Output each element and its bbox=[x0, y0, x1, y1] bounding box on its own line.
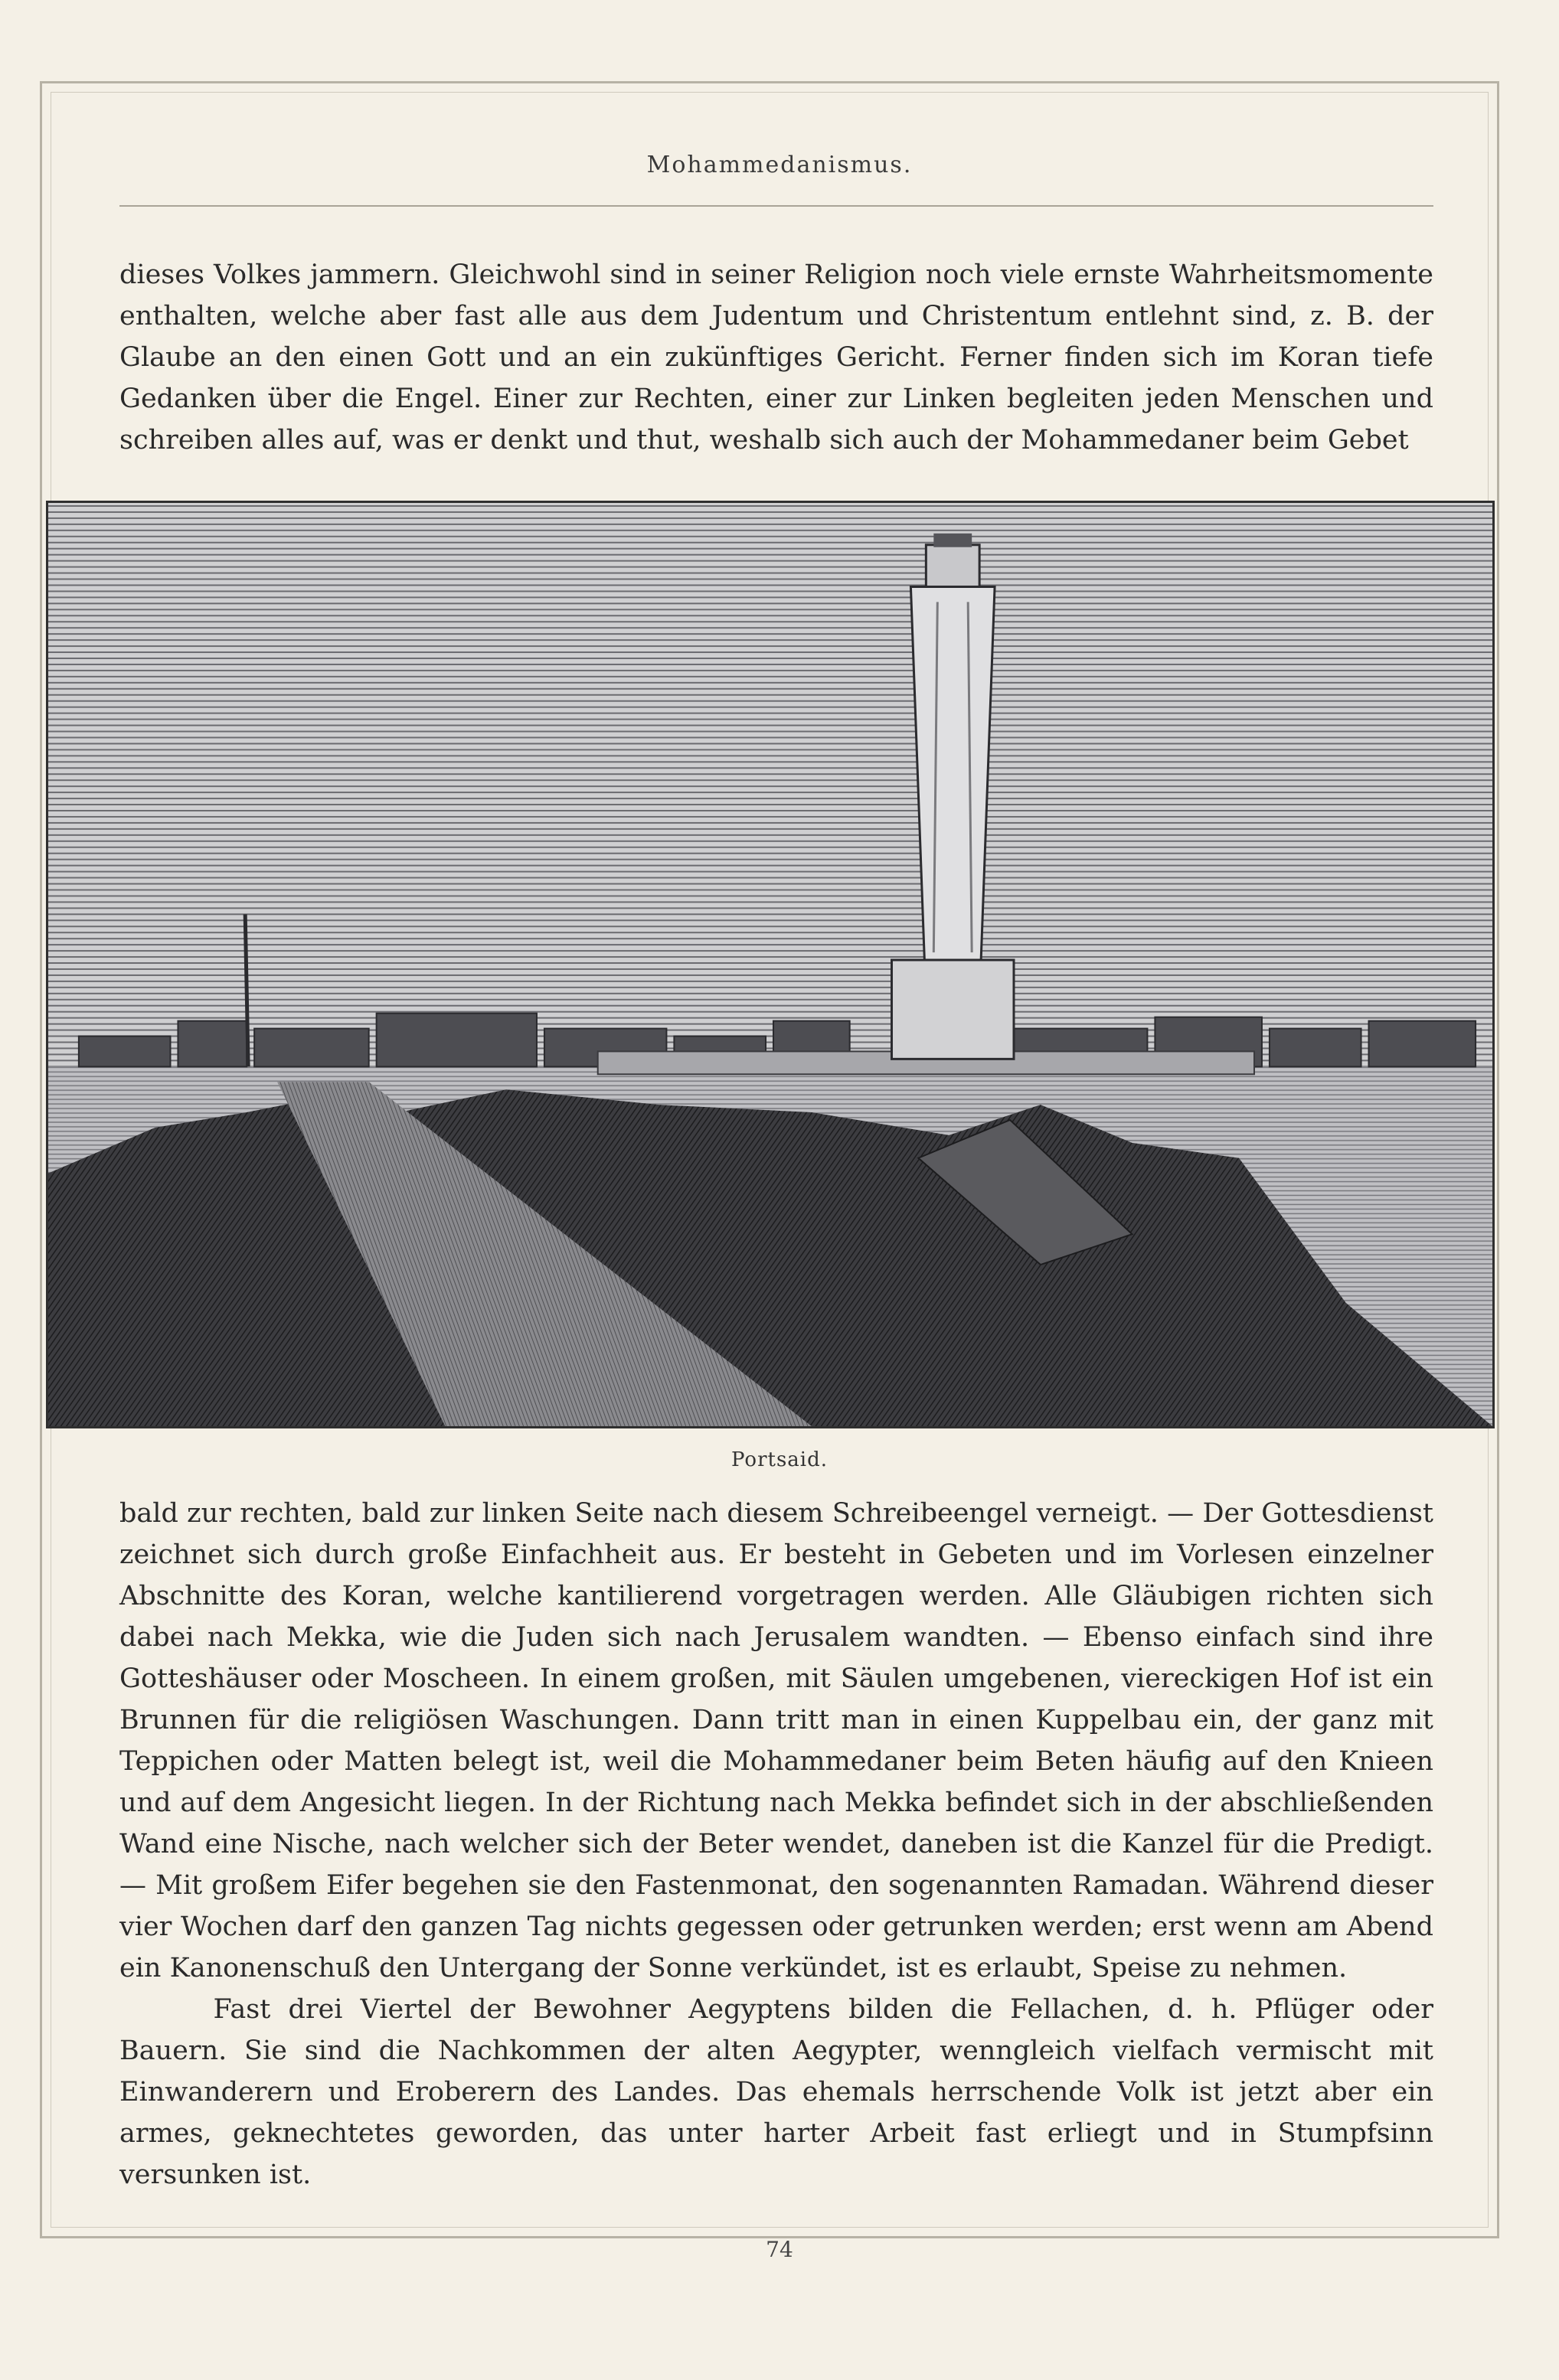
page-number: 74 bbox=[766, 2237, 793, 2262]
figure-caption: Portsaid. bbox=[730, 1448, 829, 1471]
text-block-top bbox=[119, 254, 1433, 461]
header-rule bbox=[119, 205, 1433, 207]
engraving-portsaid-lighthouse bbox=[46, 501, 1495, 1428]
paragraph-bottom-2: Fast drei Viertel der Bewohner Aegyptens bilden die Fellachen, d. h. Pflüger oder Bauern. Sie sind die Nachkommen der alten Aegypter, wenngleich vielfach vermischt mit Einwanderern und Eroberern des Landes. Das ehemals herrschende Volk ist jetzt aber ein armes, geknechtetes geworden, das unter harter Arbeit fast erliegt und in Stumpfsinn versunken ist. bbox=[119, 1994, 1433, 2190]
running-title: Mohammedanismus. bbox=[646, 152, 913, 178]
paragraph-top: dieses Volkes jammern. Gleichwohl sind in seiner Religion noch viele ernste Wahrheitsmomente enthalten, welche aber fast alle aus dem Judentum und Christentum entlehnt sind, z. B. der Glaube an den einen Gott und an ein zukünftiges Gericht. Ferner finden sich im Koran tiefe Gedanken über die Engel. Einer zur Rechten, einer zur Linken begleiten jeden Menschen und schreiben alles auf, was er denkt und thut, weshalb sich auch der Mohammedaner beim Gebet bbox=[119, 260, 1433, 455]
paragraph-bottom-1: bald zur rechten, bald zur linken Seite nach diesem Schreibeengel verneigt. — Der Gottesdienst zeichnet sich durch große Einfachheit aus. Er besteht in Gebeten und im Vorlesen einzelner Abschnitte des Koran, welche kantilierend vorgetragen werden. Alle Gläubigen richten sich dabei nach Mekka, wie die Juden sich nach Jerusalem wandten. — Ebenso einfach sind ihre Gotteshäuser oder Moscheen. In einem großen, mit Säulen umgebenen, viereckigen Hof ist ein Brunnen für die religiösen Waschungen. Dann tritt man in einen Kuppelbau ein, der ganz mit Teppichen oder Matten belegt ist, weil die Mohammedaner beim Beten häufig auf den Knieen und auf dem Angesicht liegen. In der Richtung nach Mekka befindet sich in der abschließenden Wand eine Nische, nach welcher sich der Beter wendet, daneben ist die Kanzel für die Predigt. — Mit großem Eifer begehen sie den Fastenmonat, den sogenannten Ramadan. Während dieser vier Wochen darf den ganzen Tag nichts gegessen oder getrunken werden; erst wenn am Abend ein Kanonenschuß den Untergang der Sonne verkündet, ist es erlaubt, Speise zu nehmen. bbox=[119, 1498, 1433, 1983]
text-block-bottom bbox=[119, 1493, 1433, 2196]
sky bbox=[48, 503, 1492, 1082]
engraving-svg bbox=[48, 503, 1492, 1426]
